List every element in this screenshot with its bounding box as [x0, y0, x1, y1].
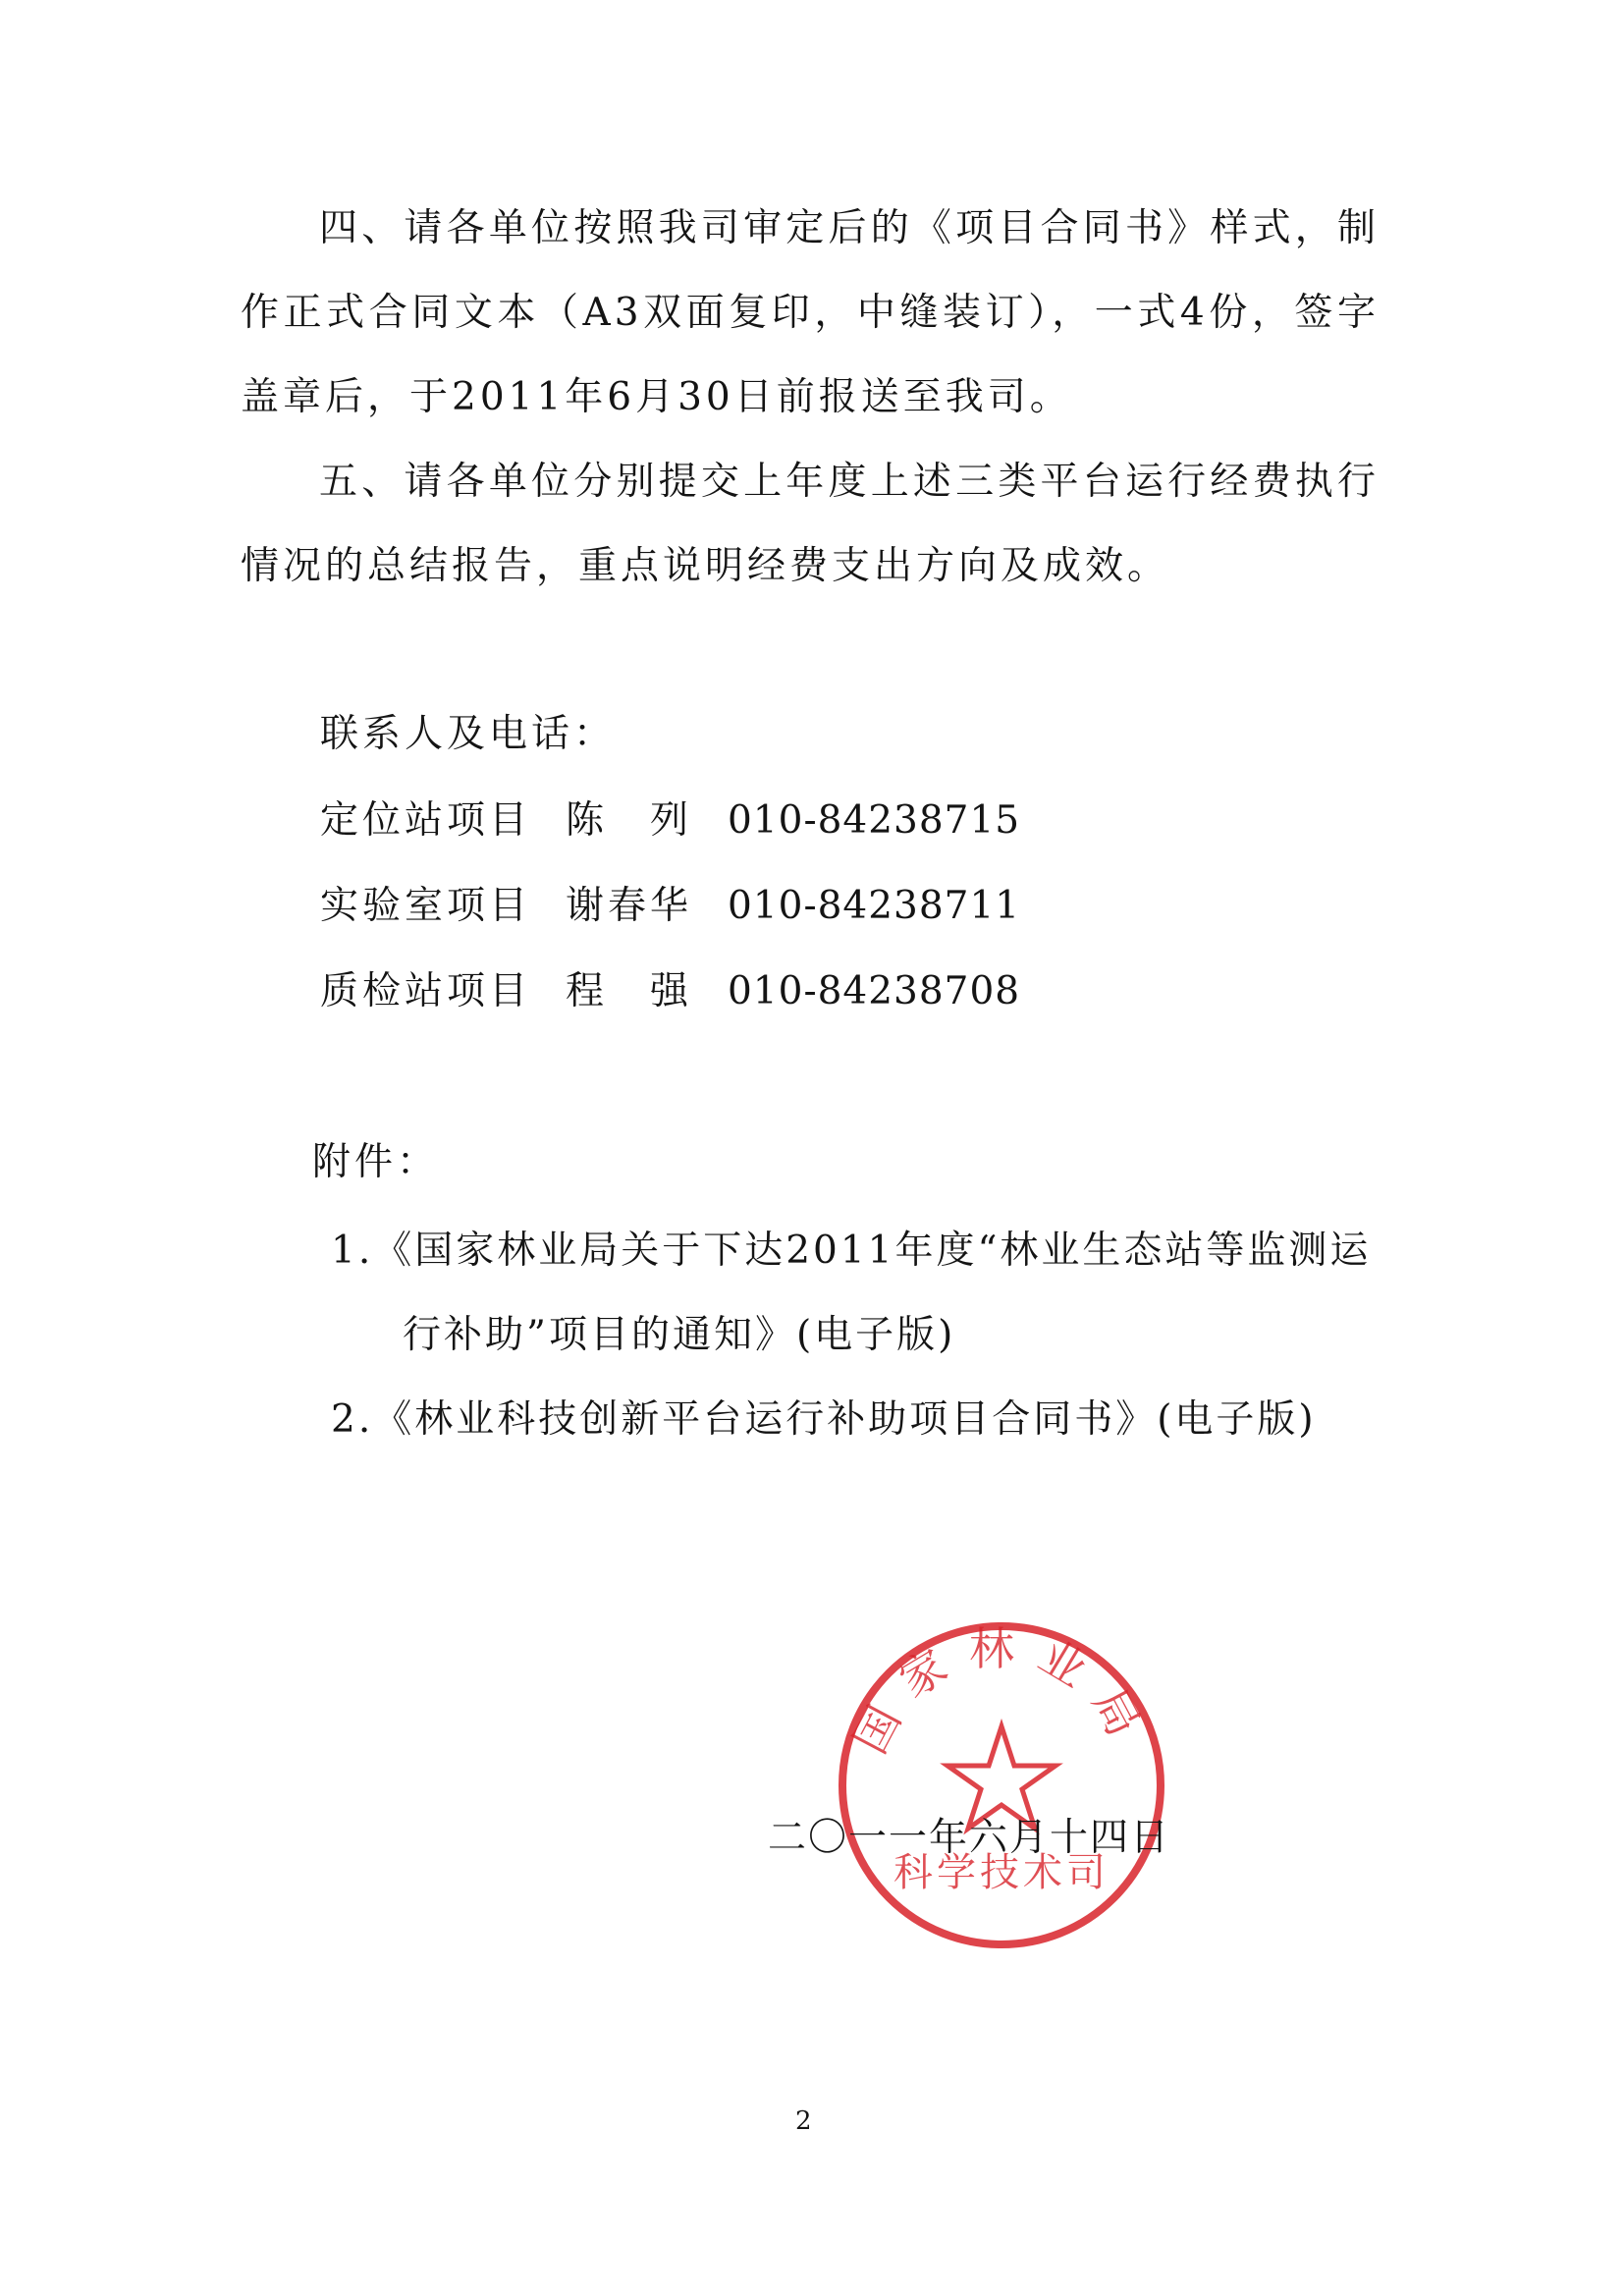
contact-phone: 010-84238715: [728, 798, 1021, 843]
paragraph-4: [241, 187, 1380, 440]
attachment-item-2: 2.《林业科技创新平台运行补助项目合同书》(电子版): [331, 1397, 1317, 1442]
contact-project: 质检站项目: [320, 969, 532, 1013]
svg-text:国家林业局: [843, 1622, 1160, 1762]
page-number: 2: [795, 2106, 812, 2136]
contact-name: 程 强: [566, 969, 693, 1013]
document-date: 二〇一一年六月十四日: [768, 1816, 1171, 1860]
contact-row: [320, 797, 1020, 845]
attachment-item-1-line-2: 行补助”项目的通知》(电子版): [403, 1313, 956, 1357]
paragraph-5-text: 五、请各单位分别提交上年度上述三类平台运行经费执行情况的总结报告，重点说明经费支出方向及成效。: [241, 460, 1380, 588]
contact-phone: 010-84238708: [728, 969, 1021, 1013]
attachment-item-1-line-1: 1.《国家林业局关于下达2011年度“林业生态站等监测运: [331, 1229, 1372, 1273]
seal-inner-text: 科学技术司: [893, 1850, 1110, 1895]
paragraph-4-text: 四、请各单位按照我司审定后的《项目合同书》样式，制作正式合同文本（A3双面复印，中缝装订），一式4份，签字盖章后，于2011年6月30日前报送至我司。: [241, 206, 1380, 419]
contact-phone: 010-84238711: [728, 884, 1021, 928]
official-seal-icon: [835, 1618, 1168, 1952]
contact-name: 谢春华: [566, 884, 693, 928]
contact-project: 定位站项目: [320, 798, 532, 843]
seal-outer-text: 国家林业局: [842, 1622, 1161, 1763]
contact-project: 实验室项目: [320, 884, 532, 928]
attachments-heading: 附件：: [312, 1140, 440, 1184]
contacts-heading: 联系人及电话：: [320, 712, 617, 756]
paragraph-5: [241, 440, 1380, 609]
contact-name: 陈 列: [566, 798, 693, 843]
contact-row: [320, 883, 1020, 930]
contact-row: [320, 968, 1020, 1015]
